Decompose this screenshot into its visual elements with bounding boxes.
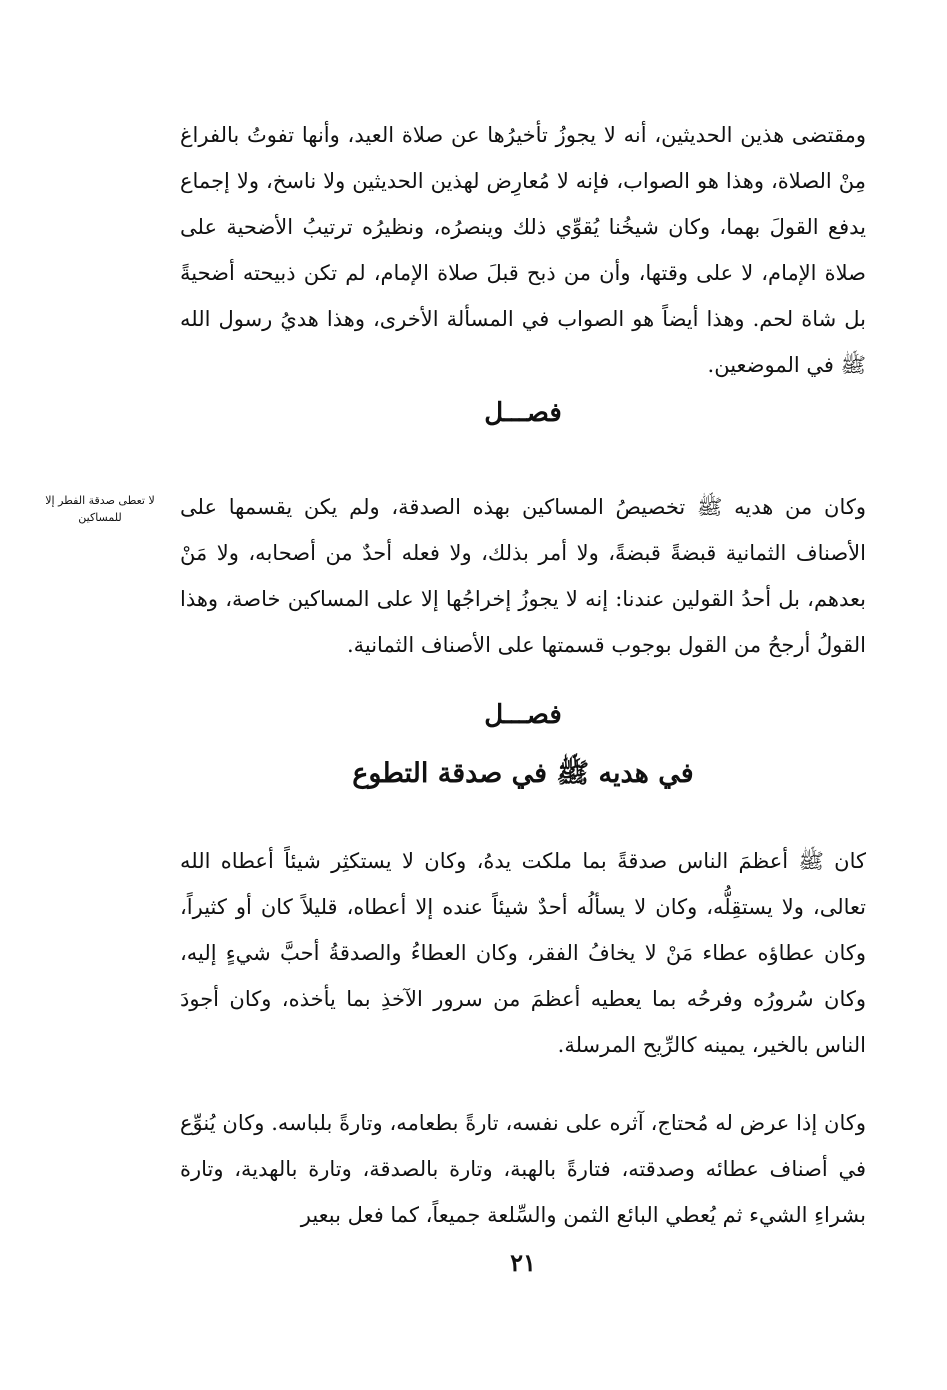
section-heading-fasl: فصـــل <box>484 398 562 428</box>
paragraph-needy: وكان إذا عرض له مُحتاج، آثره على نفسه، تارةً بطعامه، وتارةً بلباسه. وكان يُنوِّع في أصناف عطائه وصدقته، فتارةً بالهبة، وتارة بالصدقة، وتارة بالهدية، وتارة بشراءِ الشيء ثم يُعطي البائع الثمن والسِّلعة جميعاً، كما فعل ببعير <box>180 1111 866 1227</box>
section-heading-fasl: فصـــل <box>484 700 562 730</box>
paragraph-block <box>180 484 866 668</box>
page-number: ٢١ <box>510 1248 536 1277</box>
paragraph-prayer-timing: ومقتضى هذين الحديثين، أنه لا يجوزُ تأخيرُها عن صلاة العيد، وأنها تفوتُ بالفراغ مِنْ الصلاة، وهذا هو الصواب، فإنه لا مُعارِض لهذين الحديثين ولا ناسخ، ولا إجماع يدفع القولَ بهما، وكان شيخُنا يُقوِّي ذلك وينصرُه، ونظيرُه ترتيبُ الأضحية على صلاة الإمام، لا على وقتها، وأن من ذبح قبلَ صلاة الإمام، لم تكن ذبيحته أضحيةً بل شاة لحم. وهذا أيضاً هو الصواب في المسألة الأخرى، وهذا هديُ رسول الله ﷺ في الموضعين. <box>180 123 866 377</box>
paragraph-zakat-al-fitr: وكان من هديه ﷺ تخصيصُ المساكين بهذه الصدقة، ولم يكن يقسمها على الأصناف الثمانية قبضةً قبضةً، ولا أمر بذلك، ولا فعله أحدٌ من أصحابه، ولا مَنْ بعدهم، بل أحدُ القولين عندنا: إنه لا يجوزُ إخراجُها إلا على المساكين خاصة، وهذا القولُ أرجحُ من القول بوجوب قسمتها على الأصناف الثمانية. <box>180 495 866 657</box>
margin-note: لا تعطى صدقة الفطر إلا للمساكين <box>45 494 155 524</box>
paragraph-block <box>180 112 866 388</box>
paragraph-generosity: كان ﷺ أعظمَ الناس صدقةً بما ملكت يدهُ، وكان لا يستكثِر شيئاً أعطاه الله تعالى، ولا يستقِلُّه، وكان لا يسألُه أحدٌ شيئاً عنده إلا أعطاه، قليلاً كان أو كثيراً، وكان عطاؤه عطاء مَنْ لا يخافُ الفقر، وكان العطاءُ والصدقةُ أحبَّ شيءٍ إليه، وكان سُرورُه وفرحُه بما يعطيه أعظمَ من سرور الآخذِ بما يأخذه، وكان أجودَ الناس بالخير، يمينه كالرِّيح المرسلة. <box>180 849 866 1057</box>
section-subheading: في هديه ﷺ في صدقة التطوع <box>352 758 694 789</box>
paragraph-block <box>180 838 866 1068</box>
paragraph-block <box>180 1100 866 1238</box>
